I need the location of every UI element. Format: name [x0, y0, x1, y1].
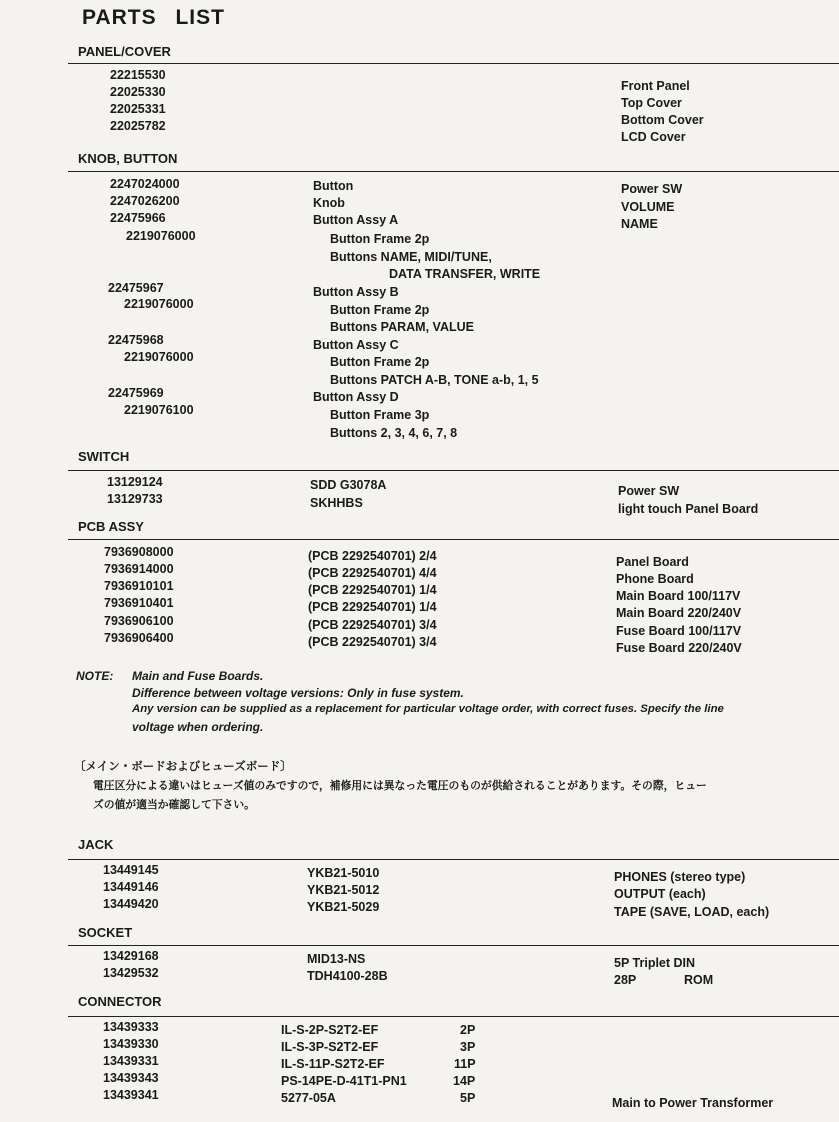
part-number: 2219076000 — [124, 297, 194, 311]
part-remark: Power SW — [618, 484, 680, 498]
part-description: Button Assy D — [313, 390, 399, 404]
part-description: Button Frame 3p — [330, 408, 430, 422]
part-description: YKB21-5010 — [307, 866, 380, 880]
section-rule — [68, 945, 839, 946]
part-number: 13449145 — [103, 863, 159, 877]
part-remark: Front Panel — [621, 79, 690, 93]
section-rule — [68, 171, 839, 172]
part-description: YKB21-5012 — [307, 883, 380, 897]
note-text: Difference between voltage versions: Only in fuse system. — [132, 686, 464, 700]
part-remark: Top Cover — [621, 96, 682, 110]
part-description: Buttons PARAM, VALUE — [330, 320, 474, 334]
part-number: 22215530 — [110, 68, 166, 82]
part-description: Buttons NAME, MIDI/TUNE, — [330, 250, 492, 264]
part-number: 22475969 — [108, 386, 164, 400]
part-number: 13429168 — [103, 949, 159, 963]
part-number: 22025331 — [110, 102, 166, 116]
part-remark: Main to Power Transformer — [612, 1096, 774, 1110]
part-remark: ROM — [684, 973, 714, 987]
part-number: 13129124 — [107, 475, 163, 489]
part-description: (PCB 2292540701) 1/4 — [308, 583, 437, 597]
part-remark: Phone Board — [616, 572, 694, 586]
part-number: 7936906100 — [104, 614, 174, 628]
part-remark: Main Board 100/117V — [616, 589, 741, 603]
part-remark: 5P Triplet DIN — [614, 956, 696, 970]
part-number: 22025782 — [110, 119, 166, 133]
part-description: Button Assy A — [313, 213, 399, 227]
part-number: 13429532 — [103, 966, 159, 980]
part-pins: 2P — [460, 1023, 476, 1037]
part-description: (PCB 2292540701) 3/4 — [308, 635, 437, 649]
part-number: 13449146 — [103, 880, 159, 894]
section-rule — [68, 539, 839, 540]
part-description: Knob — [313, 196, 345, 210]
note-text: Main and Fuse Boards. — [132, 669, 264, 683]
part-remark: Power SW — [621, 182, 683, 196]
part-description: SDD G3078A — [310, 478, 387, 492]
section-heading-switch: SWITCH — [78, 449, 130, 464]
part-number: 13449420 — [103, 897, 159, 911]
part-remark: LCD Cover — [621, 130, 686, 144]
section-rule — [68, 859, 839, 860]
part-description: YKB21-5029 — [307, 900, 380, 914]
part-remark: Panel Board — [616, 555, 689, 569]
part-description: 5277-05A — [281, 1091, 336, 1105]
part-description: IL-S-2P-S2T2-EF — [281, 1023, 379, 1037]
part-number: 7936910401 — [104, 596, 174, 610]
section-heading-pcb-assy: PCB ASSY — [78, 519, 144, 534]
part-remark: Fuse Board 100/117V — [616, 624, 742, 638]
part-pins: 3P — [460, 1040, 476, 1054]
part-description: Buttons PATCH A-B, TONE a-b, 1, 5 — [330, 373, 539, 387]
part-number: 22025330 — [110, 85, 166, 99]
part-description: SKHHBS — [310, 496, 363, 510]
part-remark: VOLUME — [621, 200, 675, 214]
part-number: 13129733 — [107, 492, 163, 506]
part-number: 13439333 — [103, 1020, 159, 1034]
section-rule — [68, 470, 839, 471]
part-number: 7936910101 — [104, 579, 174, 593]
part-description: MID13-NS — [307, 952, 366, 966]
part-description: Button Frame 2p — [330, 303, 430, 317]
part-description: (PCB 2292540701) 4/4 — [308, 566, 437, 580]
part-description: (PCB 2292540701) 2/4 — [308, 549, 437, 563]
part-number: 22475968 — [108, 333, 164, 347]
part-number: 7936906400 — [104, 631, 174, 645]
part-remark: 28P — [614, 973, 637, 987]
part-remark: Fuse Board 220/240V — [616, 641, 742, 655]
note-text: voltage when ordering. — [132, 720, 264, 734]
part-description: IL-S-3P-S2T2-EF — [281, 1040, 379, 1054]
part-number: 2219076100 — [124, 403, 194, 417]
part-number: 7936914000 — [104, 562, 174, 576]
part-number: 22475967 — [108, 281, 164, 295]
part-description: (PCB 2292540701) 3/4 — [308, 618, 437, 632]
section-heading-socket: SOCKET — [78, 925, 133, 940]
part-remark: TAPE (SAVE, LOAD, each) — [614, 905, 770, 919]
part-remark: Bottom Cover — [621, 113, 704, 127]
part-description: Buttons 2, 3, 4, 6, 7, 8 — [330, 426, 458, 440]
jp-note-heading: 〔メイン・ボードおよびヒューズボード〕 — [74, 759, 292, 773]
part-number: 13439343 — [103, 1071, 159, 1085]
part-description: Button Assy C — [313, 338, 399, 352]
part-description: PS-14PE-D-41T1-PN1 — [281, 1074, 407, 1088]
part-remark: NAME — [621, 217, 658, 231]
part-number: 2247024000 — [110, 177, 180, 191]
jp-note-text: ズの値が適当か確認して下さい。 — [93, 798, 255, 811]
part-number: 7936908000 — [104, 545, 174, 559]
part-remark: PHONES (stereo type) — [614, 870, 746, 884]
part-remark: Main Board 220/240V — [616, 606, 742, 620]
part-remark: OUTPUT (each) — [614, 887, 706, 901]
part-pins: 11P — [454, 1057, 476, 1071]
part-description: DATA TRANSFER, WRITE — [389, 267, 541, 281]
part-remark: light touch Panel Board — [618, 502, 759, 516]
note-text: Any version can be supplied as a replacement for particular voltage order, with correct fuses. Specify the line — [132, 703, 724, 715]
part-description: TDH4100-28B — [307, 969, 388, 983]
part-description: Button Frame 2p — [330, 232, 430, 246]
section-rule — [68, 63, 839, 64]
part-description: Button Frame 2p — [330, 355, 430, 369]
part-number: 2219076000 — [126, 229, 196, 243]
part-number: 2247026200 — [110, 194, 180, 208]
part-description: (PCB 2292540701) 1/4 — [308, 600, 437, 614]
section-heading-panel-cover: PANEL/COVER — [78, 44, 171, 59]
part-number: 2219076000 — [124, 350, 194, 364]
section-heading-connector: CONNECTOR — [78, 994, 162, 1009]
note-label: NOTE: — [76, 669, 114, 683]
section-heading-knob-button: KNOB, BUTTON — [78, 151, 178, 166]
part-number: 13439331 — [103, 1054, 159, 1068]
jp-note-text: 電圧区分による違いはヒューズ値のみですので，補修用には異なった電圧のものが供給されることがあります。その際，ヒュー — [93, 779, 707, 792]
section-heading-jack: JACK — [78, 837, 114, 852]
part-description: IL-S-11P-S2T2-EF — [281, 1057, 385, 1071]
part-number: 22475966 — [110, 211, 166, 225]
part-description: Button Assy B — [313, 285, 399, 299]
section-rule — [68, 1016, 839, 1017]
part-pins: 5P — [460, 1091, 476, 1105]
part-description: Button — [313, 179, 354, 193]
part-number: 13439330 — [103, 1037, 159, 1051]
page-title: PARTS LIST — [82, 6, 225, 29]
part-number: 13439341 — [103, 1088, 159, 1102]
part-pins: 14P — [453, 1074, 476, 1088]
